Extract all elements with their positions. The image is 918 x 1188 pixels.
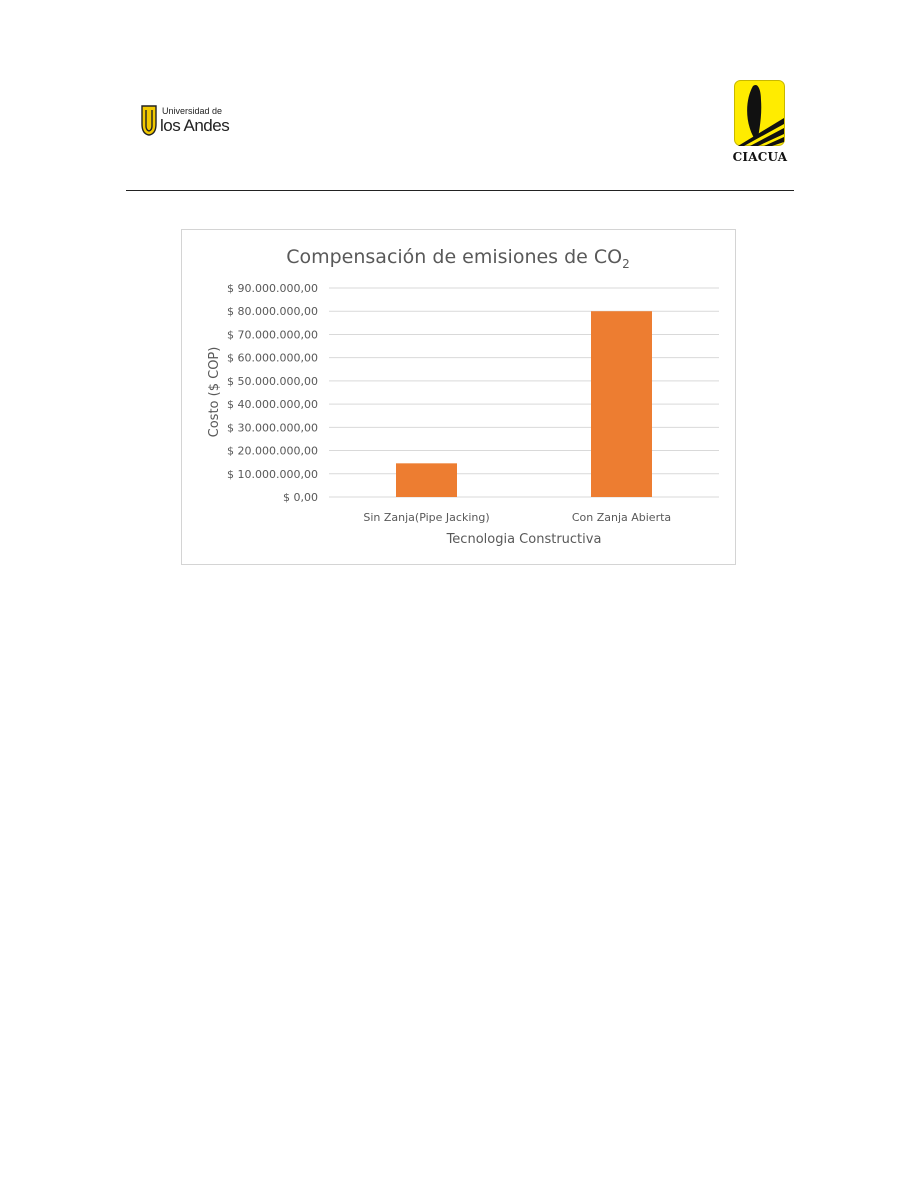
y-tick-label: $ 10.000.000,00 (227, 467, 318, 481)
y-tick-label: $ 50.000.000,00 (227, 374, 318, 388)
gridlines (329, 288, 719, 497)
y-tick-label: $ 90.000.000,00 (227, 282, 318, 295)
y-tick-label: $ 30.000.000,00 (227, 421, 318, 435)
y-tick-label: $ 60.000.000,00 (227, 351, 318, 365)
chart-container (181, 229, 736, 565)
university-logo-line1: Universidad de (162, 106, 223, 116)
chart-title-subscript: 2 (622, 257, 630, 271)
university-logo-line2: los Andes (160, 116, 230, 135)
chart-title-text: Compensación de emisiones de CO (286, 246, 623, 268)
ciacua-logo (734, 80, 786, 166)
chart-title (286, 246, 630, 271)
y-axis-ticks (227, 282, 318, 504)
bar (396, 463, 457, 497)
y-tick-label: $ 70.000.000,00 (227, 328, 318, 342)
y-tick-label: $ 20.000.000,00 (227, 444, 318, 458)
y-tick-label: $ 0,00 (283, 491, 318, 504)
cypress-tree-icon (734, 80, 785, 146)
x-category-label: Sin Zanja(Pipe Jacking) (363, 511, 490, 524)
header-divider (126, 190, 794, 191)
bar (591, 311, 652, 497)
y-tick-label: $ 40.000.000,00 (227, 398, 318, 412)
y-tick-label: $ 80.000.000,00 (227, 305, 318, 319)
bar-chart (182, 230, 735, 564)
x-category-label: Con Zanja Abierta (571, 511, 672, 524)
x-axis-label: Tecnologia Constructiva (446, 532, 602, 547)
y-axis-label: Costo ($ COP) (207, 346, 222, 438)
ciacua-logo-caption: CIACUA (732, 150, 788, 164)
x-axis-categories (363, 511, 671, 524)
university-shield-icon (140, 104, 158, 136)
university-logo (140, 104, 240, 138)
